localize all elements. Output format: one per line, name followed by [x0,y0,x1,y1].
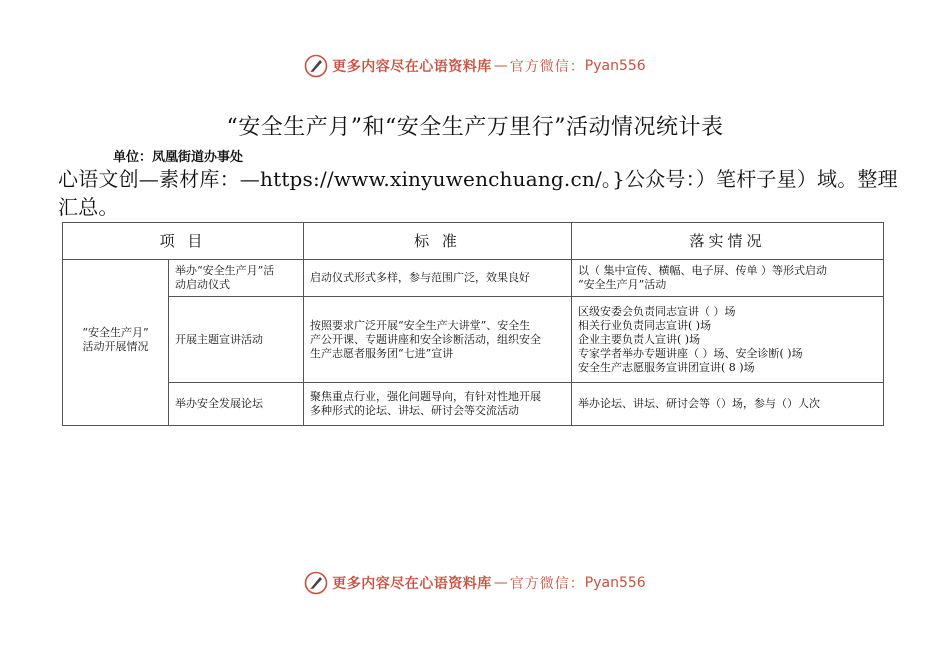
banner-main-text: 更多内容尽在心语资料库 [332,59,492,75]
banner-label: 官方微信： [509,576,585,592]
unit-label: 单位：凤凰街道办事处 [113,150,244,165]
overlay-text: 心语文创—素材库：—https://www.xinyuwenchuang.cn/。}公众号：）笔杆子星）域。整理汇总。 [58,167,898,219]
standard-line: 启动仪式形式多样，参与范围广泛，效果良好 [310,271,530,284]
implementation-cell [572,297,884,383]
implementation-line: 专家学者举办专题讲座（ ）场、安全诊断( )场 [578,346,803,360]
item-line: 举办安全发展论坛 [175,397,263,410]
banner-main-text: 更多内容尽在心语资料库 [332,576,492,592]
implementation-cell [572,260,884,297]
group-label-line: “安全生产月” [82,325,149,339]
item-cell [169,260,304,297]
implementation-line: 企业主要负责人宣讲( )场 [578,332,701,346]
standard-cell [304,297,572,383]
group-label-cell [63,260,169,426]
standard-cell [304,260,572,297]
standard-cell [304,383,572,426]
banner-account: Pyan556 [584,575,646,591]
header-item: 项 目 [63,223,304,260]
implementation-line: 安全生产志愿服务宣讲团宣讲( 8 )场 [578,360,755,374]
implementation-cell [572,383,884,426]
item-cell [169,383,304,426]
group-label-line: 活动开展情况 [82,339,149,353]
stats-table [62,222,884,426]
document-title: “安全生产月”和“安全生产万里行”活动情况统计表 [226,115,724,140]
item-cell [169,297,304,383]
standard-line: 多种形式的论坛、讲坛、研讨会等交流活动 [310,404,519,417]
implementation-line: 区级安委会负责同志宣讲（ ）场 [578,304,736,318]
standard-line: 产公开课、专题讲座和安全诊断活动，组织安全 [310,332,541,346]
brush-logo-icon [304,54,328,78]
top-banner [0,51,950,81]
item-line: 开展主题宣讲活动 [175,332,263,346]
header-standard: 标 准 [304,223,572,260]
standard-line: 生产志愿者服务团“七进”宣讲 [310,346,454,360]
banner-separator: — [493,58,508,74]
banner-separator: — [493,575,508,591]
table-row [63,297,884,383]
implementation-line: 举办论坛、讲坛、研讨会等（）场，参与（）人次 [578,397,820,410]
standard-line: 聚焦重点行业，强化问题导向，有针对性地开展 [310,390,541,403]
implementation-line: 相关行业负责同志宣讲( )场 [578,318,712,332]
implementation-line: “安全生产月”活动 [578,278,667,291]
table-row [63,383,884,426]
standard-line: 按照要求广泛开展“安全生产大讲堂”、安全生 [310,318,531,332]
table-header-row [63,223,884,260]
table-row [63,260,884,297]
item-line: 举办“安全生产月”活 [175,264,275,277]
header-implementation: 落实情况 [572,223,884,260]
implementation-line: 以（ 集中宣传、横幅、电子屏、传单 ）等形式启动 [578,264,827,277]
brush-logo-icon [304,571,328,595]
banner-account: Pyan556 [584,58,646,74]
item-line: 动启动仪式 [175,278,230,291]
bottom-banner [0,568,950,598]
banner-label: 官方微信： [509,59,585,75]
